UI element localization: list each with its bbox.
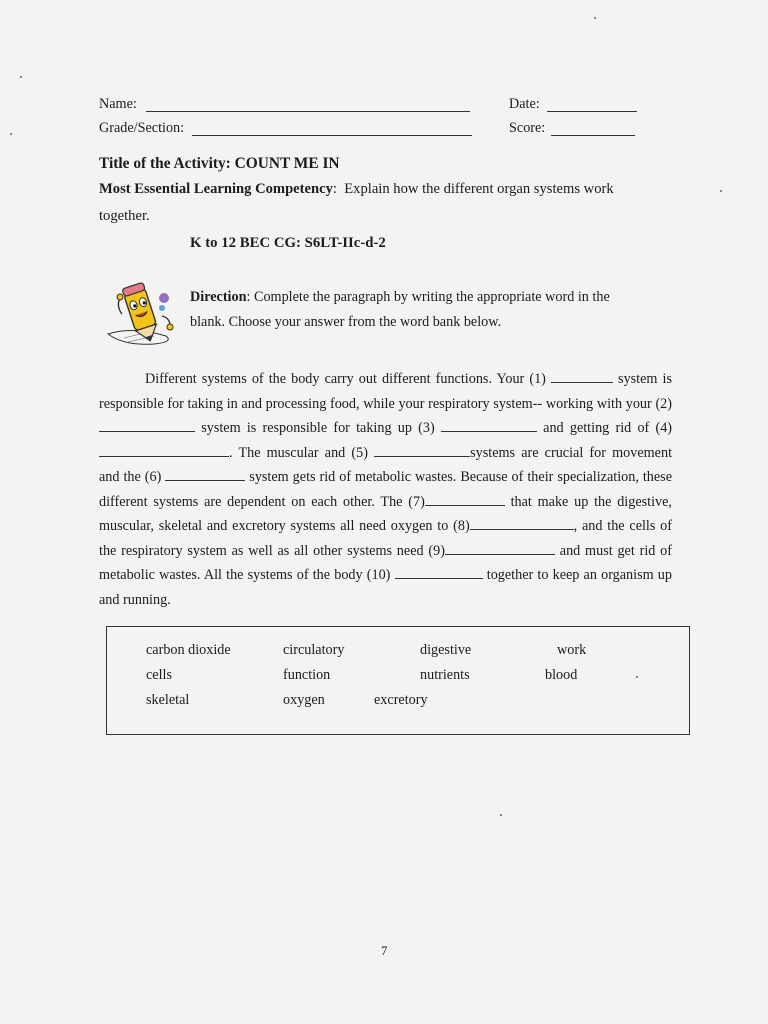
name-blank[interactable] — [146, 111, 470, 112]
fill-in-paragraph — [99, 367, 672, 612]
melc-label: Most Essential Learning Competency — [99, 181, 333, 197]
page-number: 7 — [381, 943, 388, 958]
blank-4[interactable] — [99, 455, 229, 457]
para-s6: systems are crucial for movement and the (6) — [99, 444, 673, 485]
word-bank-item: blood — [545, 667, 578, 683]
direction-label: Direction — [190, 289, 247, 305]
para-s3: system is responsible for taking up (3) — [201, 420, 435, 436]
scan-speck — [636, 676, 638, 678]
word-bank-item: work — [557, 642, 587, 658]
score-label: Score: — [509, 120, 546, 136]
blank-5[interactable] — [374, 455, 470, 457]
scan-speck — [500, 814, 502, 816]
word-bank-item: nutrients — [420, 667, 470, 683]
curriculum-code: K to 12 BEC CG: S6LT-IIc-d-2 — [190, 235, 386, 251]
direction-text-2: blank. Choose your answer from the word bank below. — [190, 314, 502, 330]
date-blank[interactable] — [547, 111, 637, 112]
word-bank-item: oxygen — [283, 692, 325, 708]
para-s10: and must get rid of metabolic wastes. All the systems of the body (10) — [99, 542, 672, 583]
blank-8[interactable] — [470, 528, 574, 530]
melc-text: Explain how the different organ systems work — [344, 181, 614, 197]
melc-text-continued: together. — [99, 208, 150, 224]
activity-title-value: COUNT ME IN — [234, 155, 340, 172]
word-bank — [106, 626, 690, 735]
blank-9[interactable] — [445, 553, 555, 555]
scan-speck — [10, 133, 12, 135]
blank-6[interactable] — [165, 479, 245, 481]
word-bank-item: digestive — [420, 642, 472, 658]
direction-text-1: Complete the paragraph by writing the appropriate word in the — [253, 289, 610, 305]
word-bank-item: skeletal — [146, 692, 190, 708]
word-bank-item: excretory — [374, 692, 428, 708]
para-s8: that make up the digestive, muscular, skeletal and excretory systems all need oxygen to (8) — [99, 493, 672, 534]
scan-speck — [20, 76, 22, 78]
para-s9: , and the cells of the respiratory system as well as all other systems need (9) — [99, 518, 672, 559]
para-s1: Different systems of the body carry out different functions. Your (1) — [145, 371, 546, 387]
name-label: Name: — [99, 96, 137, 112]
blank-7[interactable] — [425, 504, 505, 506]
activity-title — [99, 155, 340, 173]
melc-line: Most Essential Learning Competency: Explain how the different organ systems work — [99, 181, 614, 197]
para-s2: system is responsible for taking in and processing food, while your respiratory system-- working with your (2) — [99, 371, 672, 412]
direction-line-1: Direction: Complete the paragraph by writing the appropriate word in the — [190, 289, 610, 305]
word-bank-item: function — [283, 667, 331, 683]
word-bank-item: cells — [146, 667, 172, 683]
word-bank-item: carbon dioxide — [146, 642, 231, 658]
blank-10[interactable] — [395, 577, 483, 579]
para-s4: and getting rid of (4) — [543, 420, 673, 436]
activity-title-prefix: Title of the Activity: — [99, 155, 231, 172]
blank-2[interactable] — [99, 430, 195, 432]
scan-speck — [720, 190, 722, 192]
blank-3[interactable] — [441, 430, 537, 432]
date-label: Date: — [509, 96, 540, 112]
para-s7: system gets rid of metabolic wastes. Because of their specialization, these different systems are dependent on each other. The (7) — [99, 469, 673, 510]
para-s5: . The muscular and (5) — [229, 444, 368, 461]
grade-section-label: Grade/Section: — [99, 120, 185, 136]
grade-section-blank[interactable] — [192, 135, 472, 136]
score-blank[interactable] — [551, 135, 635, 136]
scan-speck — [594, 17, 596, 19]
word-bank-item: circulatory — [283, 642, 345, 658]
pencil-mascot-icon — [104, 276, 182, 350]
para-s11: together to keep an organism up and running. — [99, 567, 672, 608]
blank-1[interactable] — [551, 381, 613, 383]
